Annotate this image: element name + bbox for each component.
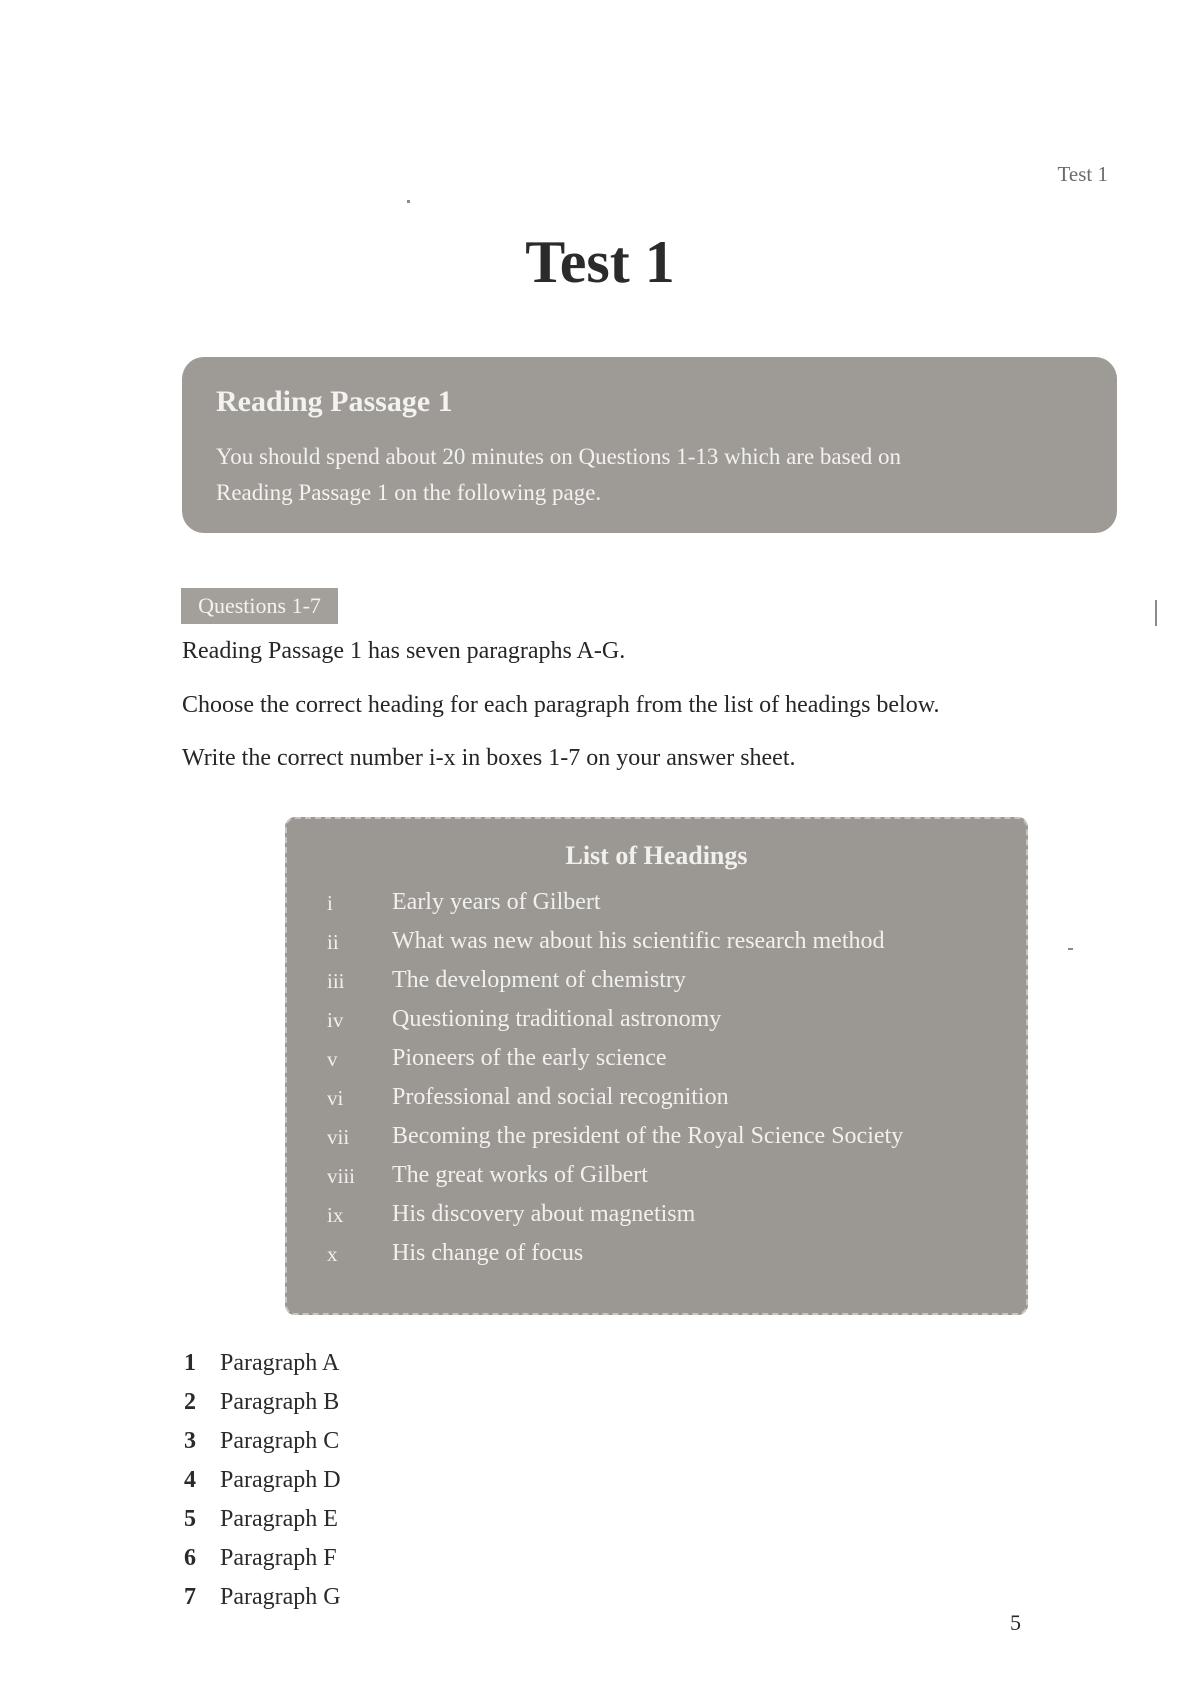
heading-numeral: v	[327, 1047, 338, 1071]
page-number: 5	[1010, 1610, 1021, 1635]
heading-text: What was new about his scientific research method	[392, 928, 885, 954]
heading-item	[327, 1240, 1007, 1278]
scan-mark	[1155, 600, 1157, 626]
heading-text: The development of chemistry	[392, 967, 686, 993]
heading-numeral: x	[327, 1242, 338, 1266]
instruction-line-2: Choose the correct heading for each paragraph from the list of headings below.	[182, 692, 940, 718]
scan-speck	[407, 200, 410, 203]
heading-item	[327, 1201, 1007, 1239]
paragraph-question	[184, 1584, 341, 1611]
heading-text: Becoming the president of the Royal Science Society	[392, 1123, 904, 1149]
paragraph-label: Paragraph G	[220, 1584, 341, 1610]
heading-item	[327, 1123, 1007, 1161]
heading-text: Questioning traditional astronomy	[392, 1006, 722, 1032]
paragraph-label: Paragraph A	[220, 1350, 340, 1376]
paragraph-label: Paragraph C	[220, 1428, 340, 1454]
heading-text: Professional and social recognition	[392, 1084, 729, 1110]
heading-item	[327, 1162, 1007, 1200]
heading-item	[327, 1084, 1007, 1122]
question-number: 6	[184, 1545, 196, 1571]
passage-instruction-line-2: Reading Passage 1 on the following page.	[216, 480, 602, 505]
question-number: 5	[184, 1506, 196, 1532]
paragraph-question	[184, 1545, 337, 1572]
question-number: 1	[184, 1350, 196, 1376]
heading-item	[327, 1006, 1007, 1044]
paragraph-question	[184, 1389, 339, 1416]
heading-text: Early years of Gilbert	[392, 889, 601, 915]
heading-numeral: ii	[327, 930, 339, 954]
heading-numeral: i	[327, 891, 333, 915]
question-number: 7	[184, 1584, 196, 1610]
heading-item	[327, 967, 1007, 1005]
reading-passage-box	[182, 357, 1117, 533]
heading-numeral: vii	[327, 1125, 350, 1149]
paragraph-question	[184, 1506, 338, 1533]
heading-numeral: iv	[327, 1008, 344, 1032]
passage-title: Reading Passage 1	[216, 385, 453, 418]
question-number: 4	[184, 1467, 196, 1493]
heading-text: His change of focus	[392, 1240, 584, 1266]
questions-badge: Questions 1-7	[181, 588, 338, 624]
heading-numeral: vi	[327, 1086, 344, 1110]
heading-item	[327, 1045, 1007, 1083]
heading-item	[327, 928, 1007, 966]
heading-numeral: viii	[327, 1164, 356, 1188]
heading-text: The great works of Gilbert	[392, 1162, 648, 1188]
question-number: 2	[184, 1389, 196, 1415]
passage-instruction-line-1: You should spend about 20 minutes on Questions 1-13 which are based on	[216, 444, 902, 469]
question-number: 3	[184, 1428, 196, 1454]
paragraph-label: Paragraph F	[220, 1545, 337, 1571]
paragraph-label: Paragraph B	[220, 1389, 340, 1415]
paragraph-label: Paragraph D	[220, 1467, 341, 1493]
headings-title: List of Headings	[565, 841, 748, 870]
paragraph-question	[184, 1467, 341, 1494]
page-title: Test 1	[525, 229, 675, 295]
heading-text: Pioneers of the early science	[392, 1045, 667, 1071]
list-of-headings-box	[285, 817, 1028, 1315]
instruction-line-3: Write the correct number i-x in boxes 1-7 on your answer sheet.	[182, 745, 796, 771]
heading-numeral: ix	[327, 1203, 344, 1227]
paragraph-label: Paragraph E	[220, 1506, 338, 1532]
heading-text: His discovery about magnetism	[392, 1201, 696, 1227]
paragraph-question	[184, 1428, 339, 1455]
heading-numeral: iii	[327, 969, 345, 993]
instruction-line-1: Reading Passage 1 has seven paragraphs A-G.	[182, 638, 626, 664]
running-header: Test 1	[1057, 162, 1108, 186]
paragraph-question	[184, 1350, 339, 1377]
scan-speck	[1068, 948, 1073, 950]
heading-item	[327, 889, 1007, 927]
